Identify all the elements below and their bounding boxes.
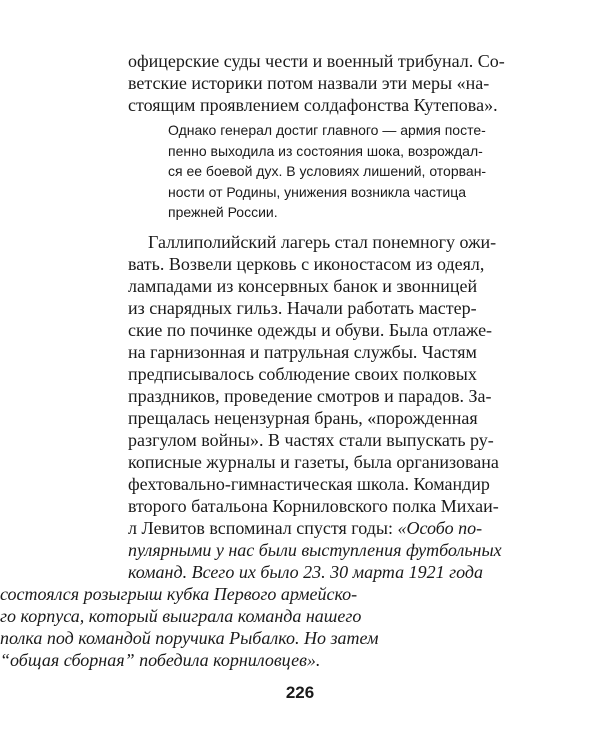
text-line: фехтовально-гимнастическая школа. Командир bbox=[128, 473, 490, 494]
text-line: разгулом войны». В частях стали выпускать ру- bbox=[128, 429, 494, 450]
quote-line: состоялся розыгрыш кубка Первого армейско- bbox=[0, 583, 358, 604]
quote-run: «Особо по- bbox=[397, 517, 483, 538]
text-line: Галлиполийский лагерь стал понемногу ожи- bbox=[148, 231, 497, 252]
text-line: офицерские суды чести и военный трибунал. Со- bbox=[128, 51, 505, 71]
quote-line: команд. Всего их было 23. 30 марта 1921 года bbox=[128, 561, 483, 582]
inset-line: ся ее боевой дух. В условиях лишений, оторван- bbox=[168, 163, 487, 179]
text-line: прещалась нецензурная брань, «порожденная bbox=[128, 407, 478, 428]
text-line: кописные журналы и газеты, была организована bbox=[128, 451, 499, 472]
inset-line: пенно выходила из состояния шока, возрождал- bbox=[168, 142, 483, 159]
text-line: из снарядных гильз. Начали работать мастер- bbox=[128, 297, 477, 318]
text-line: стоящим проявлением солдафонства Кутепова». bbox=[128, 95, 498, 115]
text-line: на гарнизонная и патрульная службы. Частям bbox=[128, 341, 477, 362]
text-line: предписывалось соблюдение своих полковых bbox=[128, 363, 477, 384]
inset-line: ности от Родины, унижения возникла частица bbox=[168, 183, 467, 200]
quote-line: “общая сборная” победила корниловцев». bbox=[0, 649, 321, 670]
text-line-with-quote-start bbox=[128, 517, 482, 539]
text-line: лампадами из консервных банок и звонницей bbox=[128, 275, 478, 296]
text-line: вать. Возвели церковь с иконостасом из одеял, bbox=[128, 253, 485, 274]
page-number: 226 bbox=[285, 683, 315, 702]
text-line: ветские историки потом назвали эти меры «на- bbox=[128, 73, 490, 93]
quote-line: пулярными у нас были выступления футбольных bbox=[128, 539, 502, 560]
text-line: второго батальона Корниловского полка Михаи- bbox=[128, 495, 499, 516]
text-line: праздников, проведение смотров и парадов. За- bbox=[128, 385, 492, 406]
text-line: ские по починке одежды и обуви. Была отлаже- bbox=[128, 319, 493, 340]
quote-line: го корпуса, который выиграла команда нашего bbox=[0, 605, 362, 626]
inset-line: прежней России. bbox=[168, 204, 278, 220]
quote-line: полка под командой поручика Рыбалко. Но затем bbox=[0, 627, 379, 648]
text-run: л Левитов вспоминал спустя годы: bbox=[128, 517, 398, 538]
inset-line: Однако генерал достиг главного — армия посте- bbox=[168, 122, 486, 138]
